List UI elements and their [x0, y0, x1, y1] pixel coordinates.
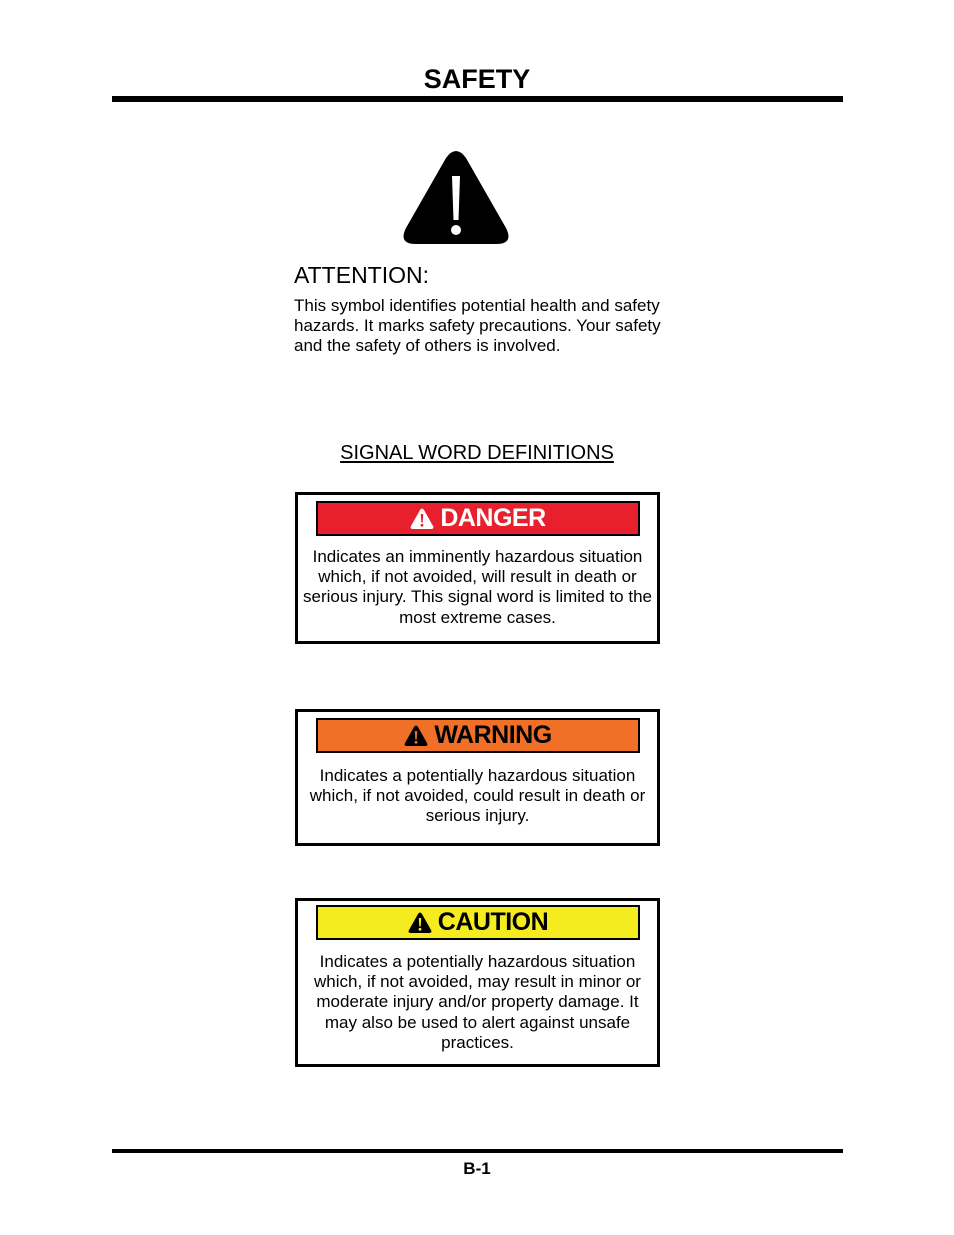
caution-signal-box [295, 898, 660, 1067]
danger-description: Indicates an imminently hazardous situation which, if not avoided, will result in death or serious injury. This signal word is limited to the most extreme cases. [303, 547, 652, 627]
caution-label: CAUTION [437, 908, 549, 936]
section-heading [0, 441, 954, 465]
header-rule [112, 96, 843, 102]
safety-alert-triangle-icon [402, 150, 510, 246]
warning-description: Indicates a potentially hazardous situation which, if not avoided, could result in death or serious injury. [309, 766, 646, 826]
alert-triangle-icon [404, 725, 428, 747]
footer-rule [112, 1149, 843, 1153]
page-title: SAFETY [423, 64, 531, 94]
caution-description: Indicates a potentially hazardous situation which, if not avoided, may result in minor or moderate injury and/or property damage. It may also be used to alert against unsafe practices. [314, 952, 641, 1052]
danger-label: DANGER [440, 504, 546, 532]
alert-triangle-icon [408, 912, 432, 934]
danger-header [316, 501, 640, 536]
page-number: B-1 [463, 1159, 491, 1178]
caution-header [316, 905, 640, 940]
warning-label: WARNING [434, 721, 552, 749]
alert-triangle-icon [410, 508, 434, 530]
attention-heading: ATTENTION: [294, 262, 430, 288]
warning-signal-box [295, 709, 660, 846]
attention-description: This symbol identifies potential health and safety hazards. It marks safety precautions. Your safety and the safety of others is involved. [294, 296, 661, 356]
warning-header [316, 718, 640, 753]
signal-word-definitions-heading: SIGNAL WORD DEFINITIONS [340, 442, 614, 464]
danger-signal-box [295, 492, 660, 644]
